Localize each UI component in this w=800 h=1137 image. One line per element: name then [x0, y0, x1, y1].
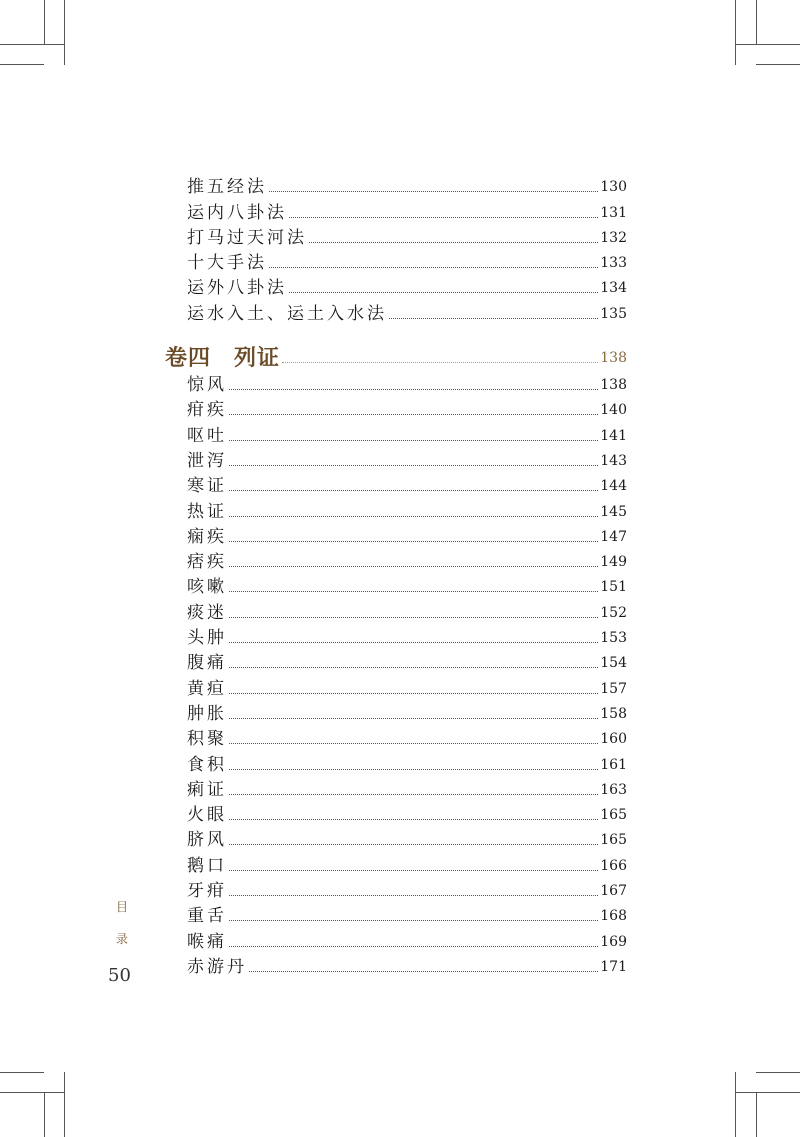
toc-entry-page: 165 — [600, 807, 627, 824]
toc-entry[interactable] — [187, 248, 627, 273]
leader-dots — [229, 743, 598, 744]
toc-entry-page: 151 — [600, 579, 627, 596]
toc-entry-title: 食积 — [187, 754, 227, 775]
toc-entry-page: 171 — [600, 958, 627, 975]
toc-entry-page: 147 — [600, 528, 627, 545]
leader-dots — [249, 971, 598, 972]
leader-dots — [229, 440, 598, 441]
toc-entry-title: 脐风 — [187, 830, 227, 851]
toc-entry-page: 141 — [600, 427, 627, 444]
crop-mark-top-left-h — [0, 44, 65, 45]
toc-entry-page: 143 — [600, 452, 627, 469]
table-of-contents — [165, 172, 627, 977]
toc-entry-title: 头肿 — [187, 628, 227, 649]
leader-dots — [229, 414, 598, 415]
toc-entry[interactable] — [187, 952, 627, 977]
leader-dots — [229, 516, 598, 517]
toc-entry-title: 惊风 — [187, 375, 227, 396]
toc-entry[interactable] — [187, 471, 627, 496]
toc-entry[interactable] — [187, 724, 627, 749]
toc-entry-title: 打马过天河法 — [187, 227, 307, 248]
toc-entry-page: 158 — [600, 705, 627, 722]
toc-entry[interactable] — [187, 172, 627, 197]
leader-dots — [229, 920, 598, 921]
crop-mark-bottom-left-h2 — [0, 1072, 44, 1073]
crop-mark-bottom-right-v — [735, 1072, 736, 1137]
toc-entry-page: 132 — [600, 229, 627, 246]
toc-entry[interactable] — [187, 775, 627, 800]
toc-entry[interactable] — [187, 926, 627, 951]
leader-dots — [229, 389, 598, 390]
toc-entry[interactable] — [187, 197, 627, 222]
leader-dots — [229, 667, 598, 668]
toc-entry[interactable] — [187, 597, 627, 622]
toc-entry-page: 152 — [600, 604, 627, 621]
leader-dots — [229, 465, 598, 466]
toc-entry-title: 肿胀 — [187, 703, 227, 724]
leader-dots — [229, 769, 598, 770]
toc-entry-page: 160 — [600, 731, 627, 748]
toc-entry[interactable] — [187, 547, 627, 572]
toc-entry-page: 130 — [600, 179, 627, 196]
crop-mark-top-right-v — [735, 0, 736, 65]
toc-entry-title: 寒证 — [187, 476, 227, 497]
crop-mark-top-left-v — [64, 0, 65, 65]
toc-entry-page: 133 — [600, 255, 627, 272]
toc-entry-page: 161 — [600, 756, 627, 773]
toc-entry[interactable] — [187, 749, 627, 774]
toc-entry[interactable] — [187, 496, 627, 521]
toc-entry-title: 运外八卦法 — [187, 278, 287, 299]
toc-entry[interactable] — [187, 623, 627, 648]
toc-entry-page: 149 — [600, 554, 627, 571]
toc-entry-title: 积聚 — [187, 729, 227, 750]
toc-entry[interactable] — [187, 901, 627, 926]
toc-entry-title: 热证 — [187, 501, 227, 522]
toc-section-heading[interactable] — [165, 338, 627, 371]
toc-entry-page: 163 — [600, 781, 627, 798]
toc-entry-title: 痫疾 — [187, 526, 227, 547]
toc-entry[interactable] — [187, 850, 627, 875]
toc-entry-title: 运水入土、运土入水法 — [187, 303, 387, 324]
leader-dots — [229, 541, 598, 542]
toc-entry-title: 喉痛 — [187, 931, 227, 952]
crop-mark-top-right-v2 — [756, 0, 757, 44]
toc-entry-title: 痞疾 — [187, 552, 227, 573]
crop-mark-bottom-left-h — [0, 1092, 65, 1093]
leader-dots — [289, 292, 598, 293]
toc-entry-title: 呕吐 — [187, 425, 227, 446]
toc-entry-title: 运内八卦法 — [187, 202, 287, 223]
toc-entry[interactable] — [187, 673, 627, 698]
leader-dots — [389, 318, 598, 319]
leader-dots — [282, 362, 598, 363]
toc-entry-title: 赤游丹 — [187, 956, 247, 977]
toc-entry-title: 重舌 — [187, 906, 227, 927]
leader-dots — [229, 895, 598, 896]
leader-dots — [229, 819, 598, 820]
toc-entry-title: 推五经法 — [187, 177, 267, 198]
toc-entry-page: 165 — [600, 832, 627, 849]
toc-entry-page: 167 — [600, 883, 627, 900]
crop-mark-bottom-right-v2 — [756, 1093, 757, 1137]
toc-entry-page: 144 — [600, 478, 627, 495]
toc-entry-page: 138 — [600, 377, 627, 394]
leader-dots — [229, 693, 598, 694]
leader-dots — [269, 267, 598, 268]
toc-entry-title: 腹痛 — [187, 653, 227, 674]
leader-dots — [229, 566, 598, 567]
toc-entry-title: 鹅口 — [187, 855, 227, 876]
toc-entry-page: 135 — [600, 305, 627, 322]
toc-entry-page: 140 — [600, 402, 627, 419]
toc-entry-title: 黄疸 — [187, 678, 227, 699]
toc-entry-title: 疳疾 — [187, 400, 227, 421]
toc-entry-page: 131 — [600, 204, 627, 221]
leader-dots — [229, 844, 598, 845]
toc-entry-title: 火眼 — [187, 805, 227, 826]
toc-entry[interactable] — [187, 648, 627, 673]
crop-mark-bottom-right-h2 — [756, 1072, 800, 1073]
section-title: 卷四 列证 — [165, 344, 281, 371]
leader-dots — [229, 642, 598, 643]
crop-mark-top-right-h2 — [756, 64, 800, 65]
toc-entry-title: 痰迷 — [187, 602, 227, 623]
leader-dots — [309, 242, 598, 243]
leader-dots — [269, 191, 598, 192]
toc-entry[interactable] — [187, 572, 627, 597]
toc-entry[interactable] — [187, 298, 627, 323]
toc-entry[interactable] — [187, 223, 627, 248]
leader-dots — [229, 794, 598, 795]
toc-entry[interactable] — [187, 876, 627, 901]
toc-entry-page: 154 — [600, 655, 627, 672]
toc-entry-page: 134 — [600, 280, 627, 297]
toc-entry-page: 145 — [600, 503, 627, 520]
toc-entry[interactable] — [187, 370, 627, 395]
toc-entry[interactable] — [187, 420, 627, 445]
toc-entry[interactable] — [187, 800, 627, 825]
leader-dots — [229, 946, 598, 947]
toc-entry-page: 166 — [600, 857, 627, 874]
page-number: 50 — [108, 965, 131, 986]
toc-entry-title: 痢证 — [187, 779, 227, 800]
leader-dots — [289, 217, 598, 218]
toc-entry[interactable] — [187, 699, 627, 724]
crop-mark-top-right-h — [735, 44, 800, 45]
toc-entry[interactable] — [187, 522, 627, 547]
toc-entry-title: 泄泻 — [187, 450, 227, 471]
toc-entry-title: 十大手法 — [187, 253, 267, 274]
toc-entry[interactable] — [187, 825, 627, 850]
leader-dots — [229, 591, 598, 592]
toc-entry-title: 牙疳 — [187, 881, 227, 902]
leader-dots — [229, 870, 598, 871]
leader-dots — [229, 490, 598, 491]
toc-entry-title: 咳嗽 — [187, 577, 227, 598]
toc-entry[interactable] — [187, 395, 627, 420]
toc-entry[interactable] — [187, 446, 627, 471]
side-label-char-1: 目 — [115, 900, 128, 914]
crop-mark-top-left-v2 — [44, 0, 45, 44]
crop-mark-bottom-left-v — [64, 1072, 65, 1137]
crop-mark-bottom-right-h — [735, 1092, 800, 1093]
toc-entry-page: 169 — [600, 933, 627, 950]
crop-mark-bottom-left-v2 — [44, 1093, 45, 1137]
side-label-char-2: 录 — [115, 932, 128, 946]
leader-dots — [229, 718, 598, 719]
crop-mark-top-left-h2 — [0, 64, 44, 65]
toc-entry[interactable] — [187, 273, 627, 298]
toc-entry-page: 157 — [600, 680, 627, 697]
toc-entry-page: 153 — [600, 630, 627, 647]
toc-entry-page: 168 — [600, 908, 627, 925]
section-page: 138 — [600, 349, 627, 366]
leader-dots — [229, 617, 598, 618]
